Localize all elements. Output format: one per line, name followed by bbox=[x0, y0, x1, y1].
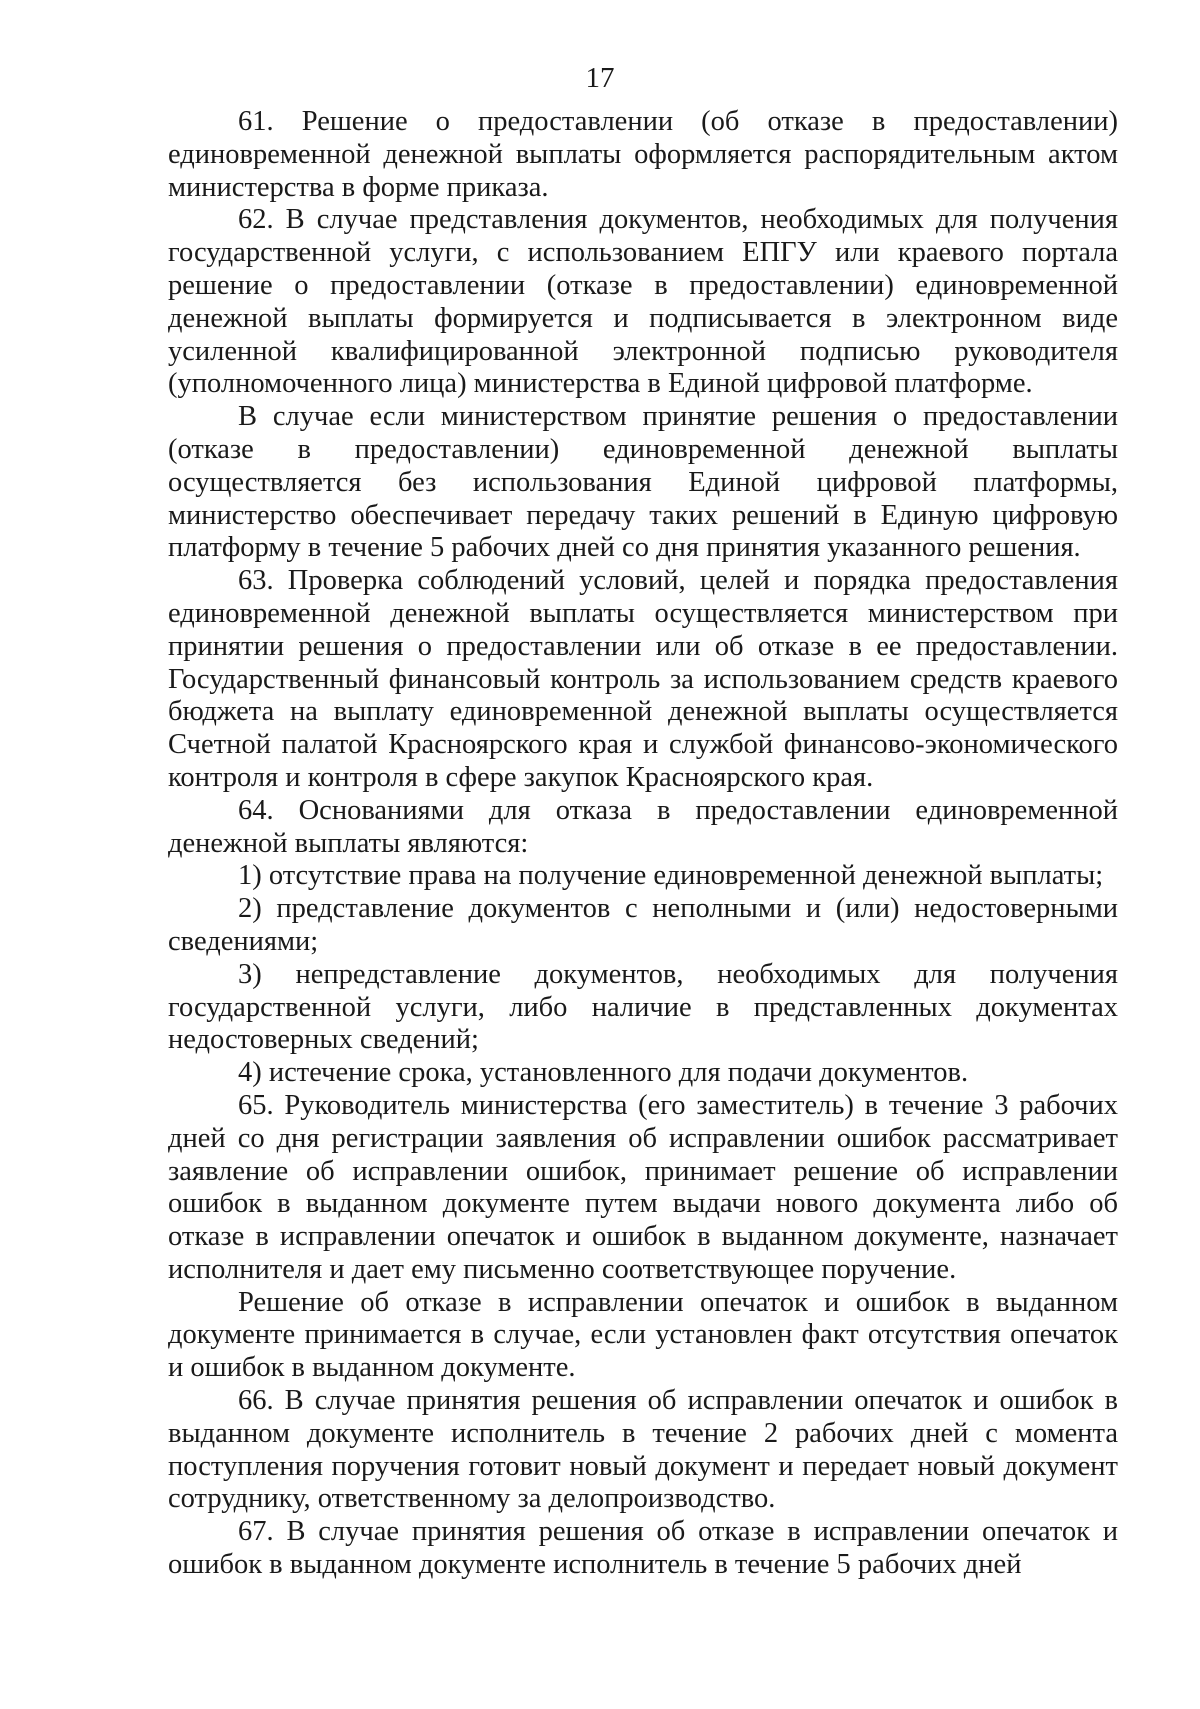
paragraph-62: 62. В случае представления документов, необходимых для получения государственной услуги, с использованием ЕПГУ или краевого портала решение о предоставлении (отказе в предоставлении) единовременной денежной выплаты формируется и подписывается в электронном виде усиленной квалифицированной электронной подписью руководителя (уполномоченного лица) министерства в Единой цифровой платформе. bbox=[168, 204, 1118, 400]
paragraph-61: 61. Решение о предоставлении (об отказе в предоставлении) единовременной денежной выплаты оформляется распорядительным актом министерства в форме приказа. bbox=[168, 106, 1118, 203]
paragraph-66: 66. В случае принятия решения об исправлении опечаток и ошибок в выданном документе исполнитель в течение 2 рабочих дней с момента поступления поручения готовит новый документ и передает новый документ сотруднику, ответственному за делопроизводство. bbox=[168, 1385, 1118, 1515]
paragraph-65-continued: Решение об отказе в исправлении опечаток и ошибок в выданном документе принимается в случае, если установлен факт отсутствия опечаток и ошибок в выданном документе. bbox=[168, 1286, 1118, 1384]
paragraph-65: 65. Руководитель министерства (его заместитель) в течение 3 рабочих дней со дня регистрации заявления об исправлении ошибок рассматривает заявление об исправлении ошибок, принимает решение об исправлении ошибок в выданном документе путем выдачи нового документа либо об отказе в исправлении опечаток и ошибок в выданном документе, назначает исполнителя и дает ему письменно соответствующее поручение. bbox=[168, 1089, 1118, 1285]
paragraph-63: 63. Проверка соблюдений условий, целей и порядка предоставления единовременной денежной выплаты осуществляется министерством при принятии решения о предоставлении или об отказе в ее предоставлении. Государственный финансовый контроль за использованием средств краевого бюджета на выплату единовременной денежной выплаты осуществляется Счетной палатой Красноярского края и службой финансово-экономического контроля и контроля в сфере закупок Красноярского края. bbox=[168, 565, 1118, 793]
document-body bbox=[168, 106, 1118, 1582]
list-item-2: 2) представление документов с неполными и (или) недостоверными сведениями; bbox=[168, 893, 1118, 957]
list-item-4: 4) истечение срока, установленного для подачи документов. bbox=[238, 1057, 969, 1089]
list-item-1: 1) отсутствие права на получение единовременной денежной выплаты; bbox=[238, 860, 1104, 892]
paragraph-62-continued: В случае если министерством принятие решения о предоставлении (отказе в предоставлении) единовременной денежной выплаты осуществляется без использования Единой цифровой платформы, министерство обеспечивает передачу таких решений в Единую цифровую платформу в течение 5 рабочих дней со дня принятия указанного решения. bbox=[168, 401, 1118, 564]
list-item-3: 3) непредставление документов, необходимых для получения государственной услуги, либо наличие в представленных документах недостоверных сведений; bbox=[168, 958, 1118, 1056]
paragraph-64: 64. Основаниями для отказа в предоставлении единовременной денежной выплаты являются: bbox=[168, 794, 1118, 859]
page-number: 17 bbox=[585, 62, 615, 94]
paragraph-67: 67. В случае принятия решения об отказе в исправлении опечаток и ошибок в выданном документе исполнитель в течение 5 рабочих дней bbox=[168, 1516, 1118, 1581]
